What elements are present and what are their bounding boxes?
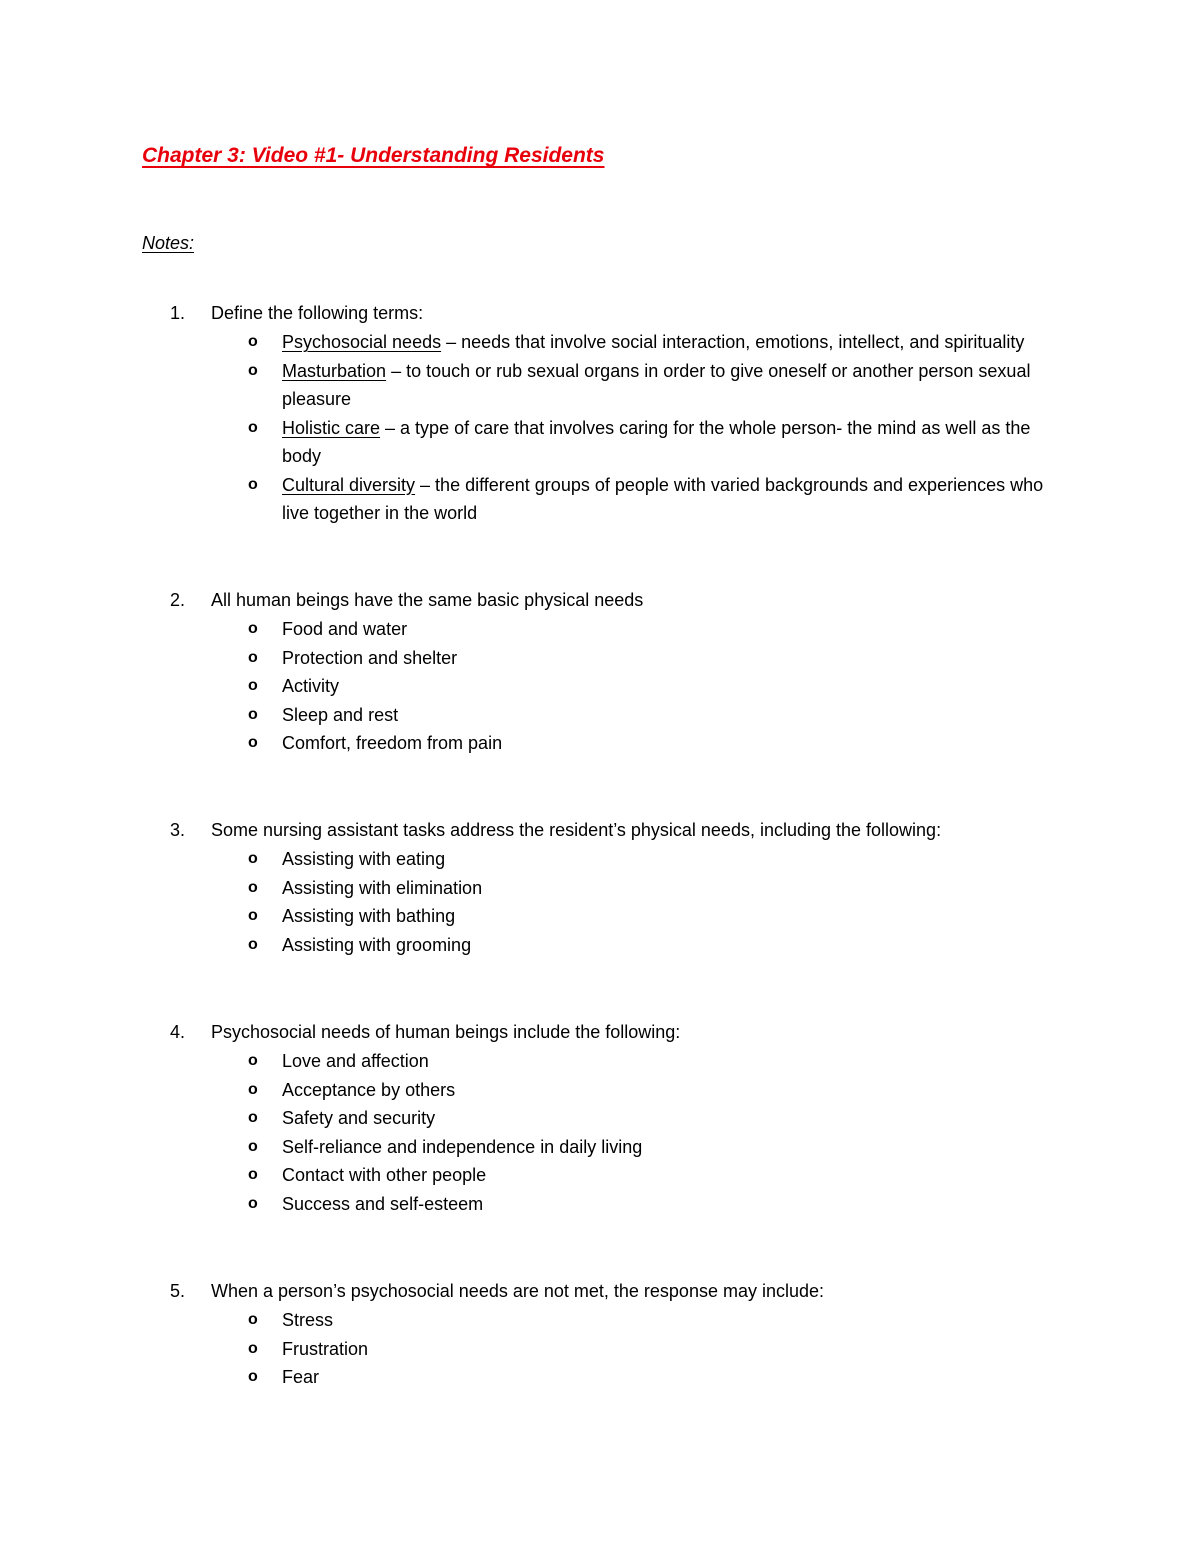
section-2 [0,586,1200,758]
list-item [0,701,1200,730]
list-item [0,902,1200,931]
definition: – to touch or rub sexual organs in order to give oneself or another person sexual pleasure [282,360,1031,409]
bullet-icon: o [248,1311,258,1328]
bullet-icon: o [248,1052,258,1069]
bullet-icon: o [248,677,258,694]
bullet-icon: o [248,1166,258,1183]
section-heading: Some nursing assistant tasks address the resident’s physical needs, including the following: [211,820,942,840]
definition: – needs that involve social interaction, emotions, intellect, and spirituality [441,332,1025,352]
list-item [0,1076,1200,1105]
list-item [0,328,1200,357]
bullet-icon: o [248,475,258,493]
list-item-text: Protection and shelter [282,647,458,668]
list-item [0,644,1200,673]
list-item [0,931,1200,960]
list-item [0,1104,1200,1133]
list-item [0,1133,1200,1162]
term: Cultural diversity [282,474,416,495]
list-item-text: Assisting with bathing [282,906,456,926]
list-item-text: Self-reliance and independence in daily living [282,1136,643,1157]
section-number: 1. [170,303,186,323]
section-heading: All human beings have the same basic physical needs [211,590,644,610]
bullet-icon: o [248,935,258,953]
section-number: 5. [170,1281,186,1301]
bullet-icon: o [248,734,258,751]
bullet-icon: o [248,1339,258,1357]
list-item-text: Assisting with eating [282,849,446,869]
bullet-icon: o [248,1194,258,1212]
document-title: Chapter 3: Video #1- Understanding Residents [142,144,605,167]
bullet-icon: o [248,1137,258,1155]
list-item [0,615,1200,644]
section-4 [0,1018,1200,1218]
term: Psychosocial needs [282,332,442,352]
bullet-icon: o [248,1368,258,1385]
list-item-text: Safety and security [282,1108,436,1128]
bullet-icon: o [248,1080,258,1098]
section-heading: Psychosocial needs of human beings include the following: [211,1022,681,1042]
section-number: 2. [170,590,186,610]
list-item-text: Assisting with grooming [282,934,472,955]
section-number: 4. [170,1022,186,1042]
list-item-text: Food and water [282,619,408,639]
list-item-text: Success and self-esteem [282,1193,484,1214]
list-item [0,729,1200,758]
list-item [0,1306,1200,1335]
list-item-text: Acceptance by others [282,1079,456,1100]
bullet-icon: o [248,418,258,436]
definition: – the different groups of people with varied backgrounds and experiences who live together in the world [282,474,1044,523]
list-item [0,1161,1200,1190]
notes-label: Notes: [142,233,195,253]
list-item-text: Stress [282,1310,334,1330]
list-item [0,1047,1200,1076]
bullet-icon: o [248,620,258,637]
bullet-icon: o [248,907,258,924]
list-item [0,1363,1200,1392]
bullet-icon: o [248,705,258,723]
term: Masturbation [282,360,387,381]
list-item-text: Fear [282,1367,320,1387]
section-heading: Define the following terms: [211,303,424,323]
list-item-text: Contact with other people [282,1165,487,1185]
bullet-icon: o [248,850,258,867]
section-3 [0,816,1200,959]
list-item-text: Activity [282,676,340,696]
bullet-icon: o [248,333,258,350]
bullet-icon: o [248,1109,258,1126]
list-item [0,414,1200,471]
list-item [0,1190,1200,1219]
list-item [0,357,1200,414]
list-item [0,874,1200,903]
list-item-text: Comfort, freedom from pain [282,733,503,753]
section-5 [0,1277,1200,1392]
list-item-text: Sleep and rest [282,704,399,725]
list-item [0,471,1200,528]
list-item-text: Love and affection [282,1051,429,1071]
bullet-icon: o [248,361,258,379]
list-item [0,845,1200,874]
section-heading: When a person’s psychosocial needs are not met, the response may include: [211,1281,825,1301]
list-item [0,672,1200,701]
list-item-text: Assisting with elimination [282,877,483,898]
definition: – a type of care that involves caring for the whole person- the mind as well as the body [282,417,1031,466]
section-number: 3. [170,820,186,840]
term: Holistic care [282,417,381,438]
list-item-text: Frustration [282,1338,369,1359]
bullet-icon: o [248,648,258,666]
list-item [0,1335,1200,1364]
bullet-icon: o [248,878,258,896]
section-1 [0,299,1200,528]
